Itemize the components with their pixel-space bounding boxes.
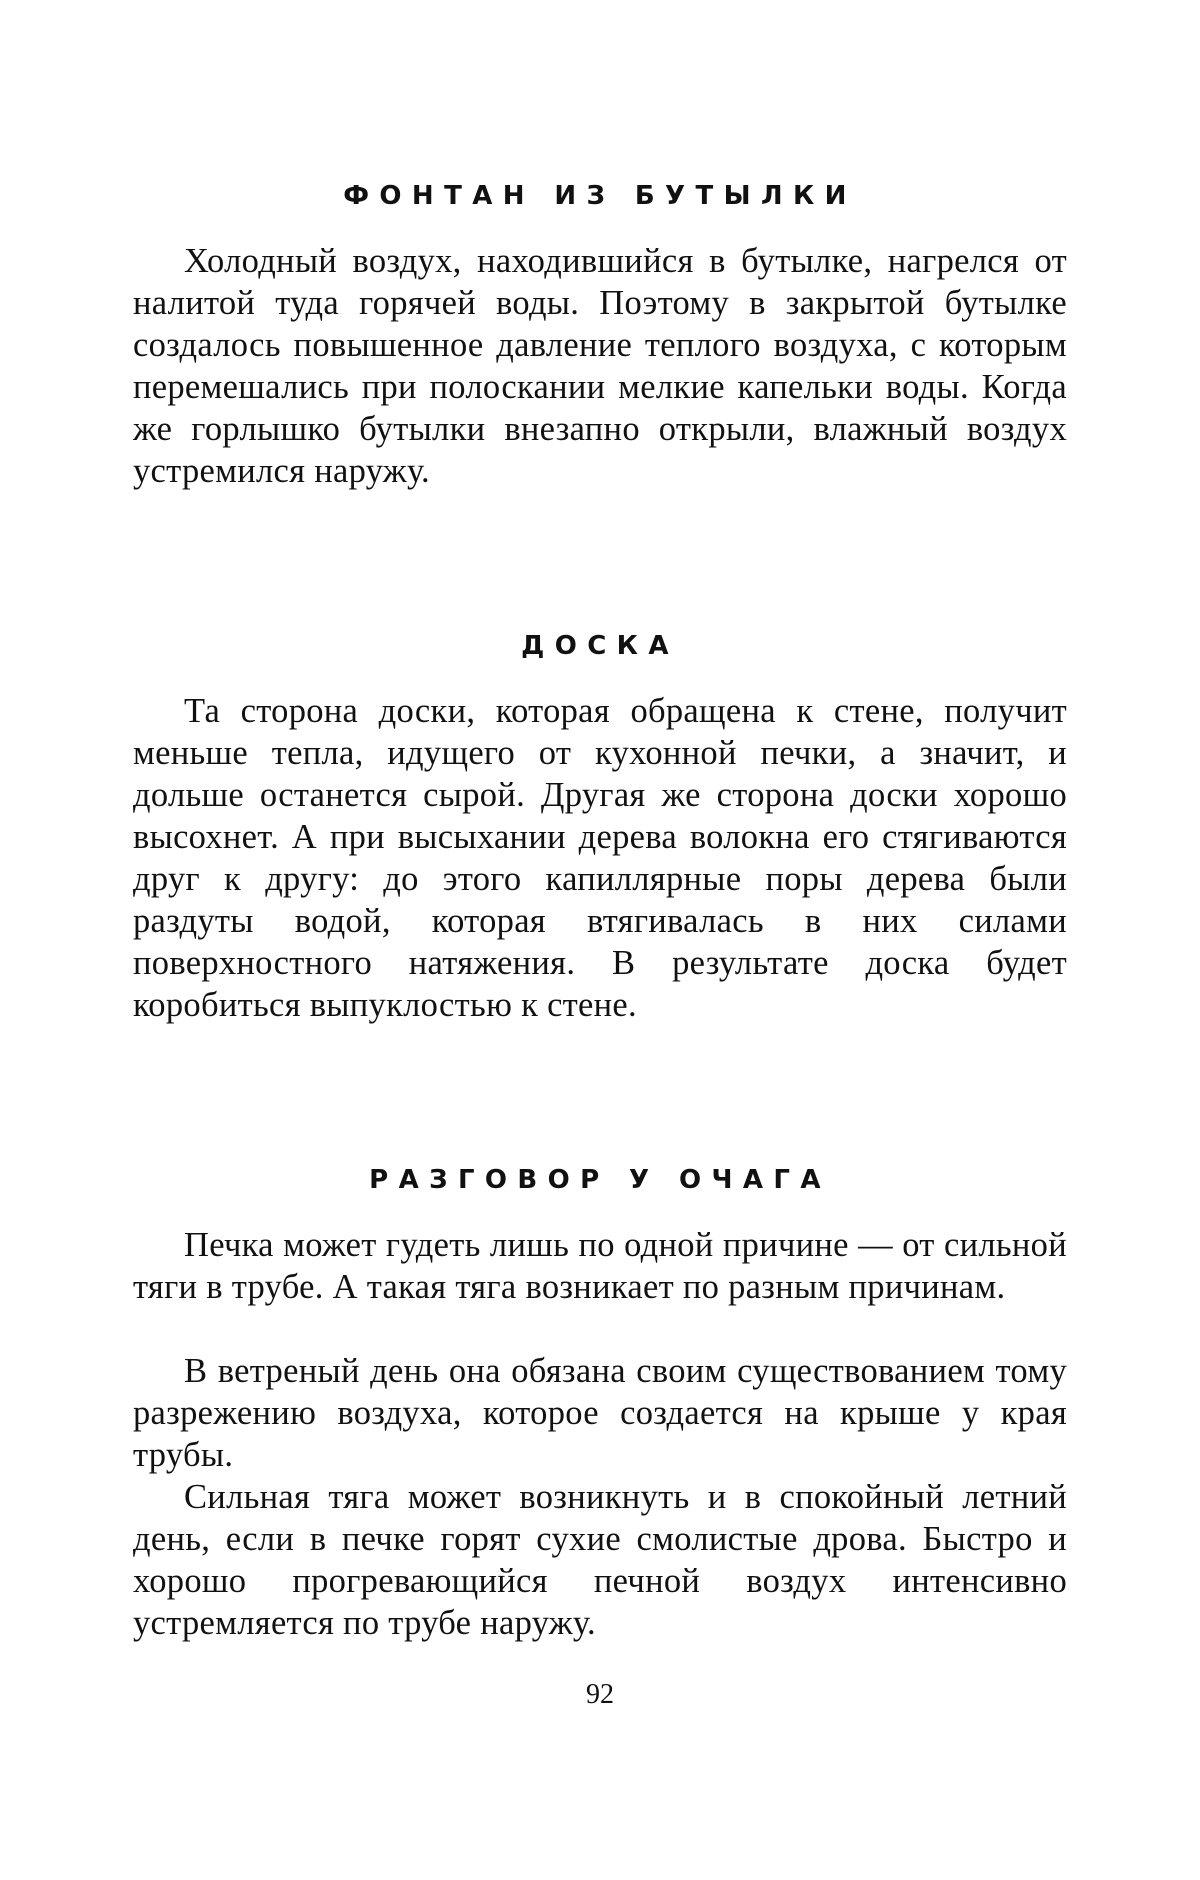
section-title-fountain: ФОНТАН ИЗ БУТЫЛКИ bbox=[343, 181, 857, 211]
paragraph-hearth-1: Печка может гудеть лишь по одной причине — от сильной тяги в трубе. А такая тяга возникает по разным причинам. bbox=[133, 1226, 1067, 1306]
paragraph-hearth-3: Сильная тяга может возникнуть и в спокойный летний день, если в печке горят сухие смолистые дрова. Быстро и хорошо прогревающийся печной воздух интенсивно устремляется по трубе наружу. bbox=[133, 1478, 1067, 1642]
section-title-board: ДОСКА bbox=[521, 631, 679, 661]
paragraph-fountain: Холодный воздух, находившийся в бутылке, нагрелся от налитой туда горячей воды. Поэтому в закрытой бутылке создалось повышенное давление теплого воздуха, с которым перемешались при полоскании мелкие капельки воды. Когда же горлышко бутылки внезапно открыли, влажный воздух устремился наружу. bbox=[133, 242, 1067, 490]
section-title-hearth: РАЗГОВОР У ОЧАГА bbox=[369, 1165, 831, 1195]
paragraph-board: Та сторона доски, которая обращена к стене, получит меньше тепла, идущего от кухонной печки, а значит, и дольше останется сырой. Другая же сторона доски хорошо высохнет. А при высыхании дерева волокна его стягиваются друг к другу: до этого капиллярные поры дерева были раздуты водой, которая втягивалась в них силами поверхностного натяжения. В результате доска будет коробиться выпуклостью к стене. bbox=[133, 692, 1067, 1024]
page-number: 92 bbox=[586, 1679, 614, 1710]
paragraph-hearth-2: В ветреный день она обязана своим существованием тому разрежению воздуха, которое создается на крыше у края трубы. bbox=[133, 1352, 1067, 1474]
